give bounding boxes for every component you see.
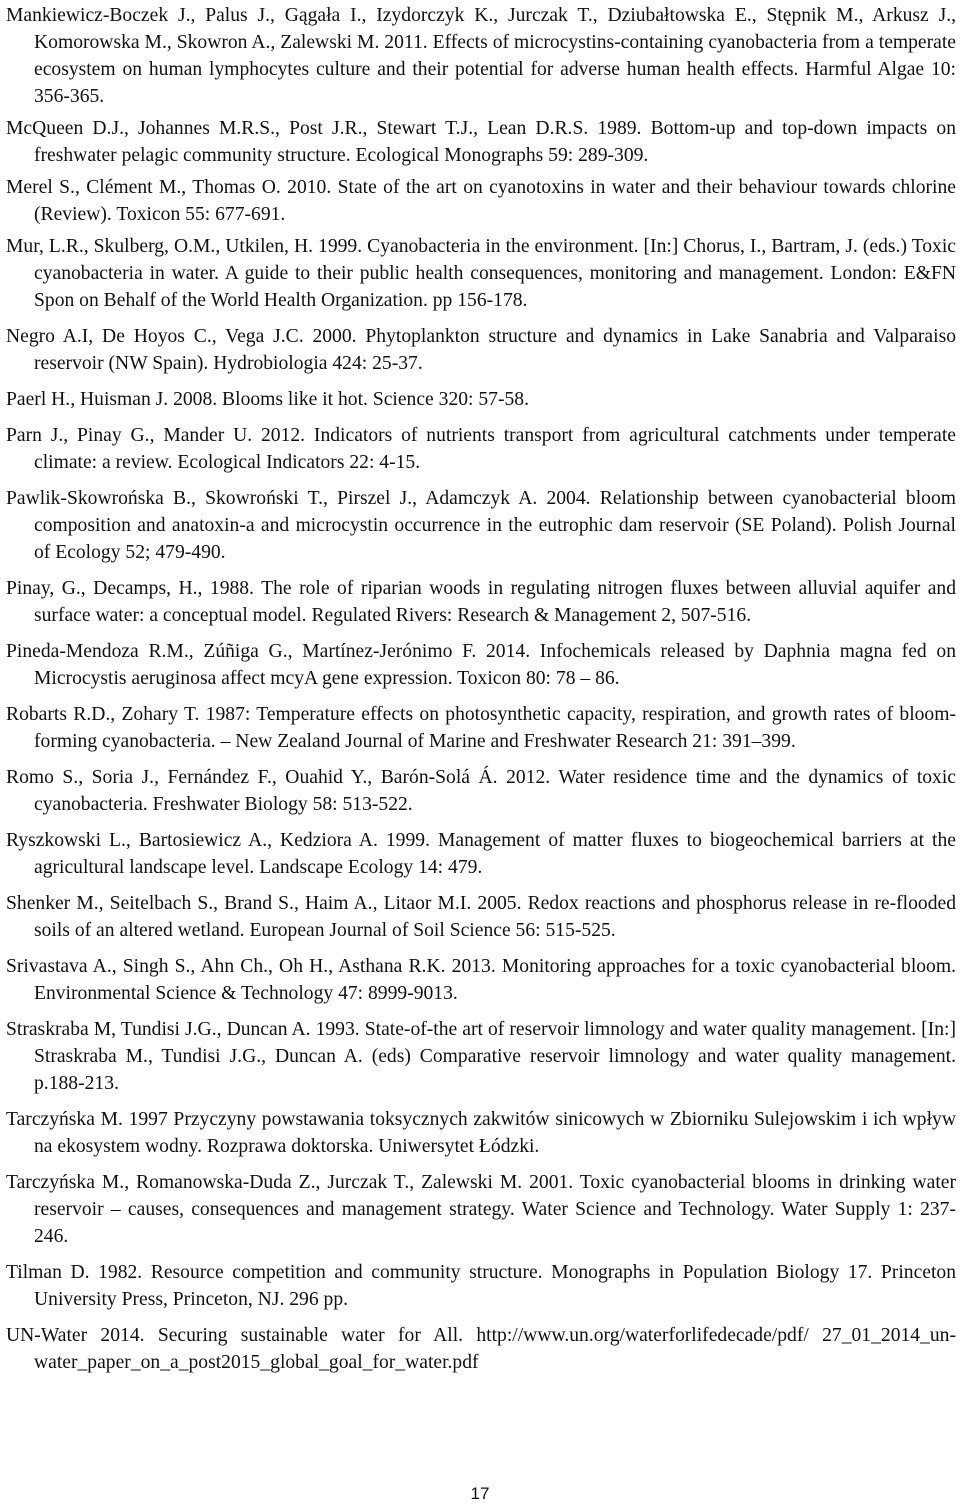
reference-entry: Pinay, G., Decamps, H., 1988. The role of riparian woods in regulating nitrogen fluxes between alluvial aquifer and surface water: a conceptual model. Regulated Rivers: Research & Management 2, 507-516. bbox=[6, 578, 956, 626]
reference-entry: Pineda-Mendoza R.M., Zúñiga G., Martínez-Jerónimo F. 2014. Infochemicals released by Daphnia magna fed on Microcystis aeruginosa affect mcyA gene expression. Toxicon 80: 78 – 86. bbox=[6, 641, 956, 689]
reference-entry: Negro A.I, De Hoyos C., Vega J.C. 2000. Phytoplankton structure and dynamics in Lake Sanabria and Valparaiso reservoir (NW Spain). Hydrobiologia 424: 25-37. bbox=[6, 326, 956, 374]
reference-entry: Tarczyńska M. 1997 Przyczyny powstawania toksycznych zakwitów sinicowych w Zbiorniku Sulejowskim i ich wpływ na ekosystem wodny. Rozprawa doktorska. Uniwersytet Łódzki. bbox=[6, 1109, 956, 1157]
reference-entry: Mankiewicz-Boczek J., Palus J., Gągała I., Izydorczyk K., Jurczak T., Dziubałtowska E., Stępnik M., Arkusz J., Komorowska M., Skowron A., Zalewski M. 2011. Effects of microcystins-containing cyanobacteria from a temperate ecosystem on human lymphocytes culture and their potential for adverse human health effects. Harmful Algae 10: 356-365. bbox=[6, 5, 956, 107]
page-number: 17 bbox=[470, 1484, 490, 1503]
reference-entry: Tarczyńska M., Romanowska-Duda Z., Jurczak T., Zalewski M. 2001. Toxic cyanobacterial blooms in drinking water reservoir – causes, consequences and management strategy. Water Science and Technology. Water Supply 1: 237-246. bbox=[6, 1172, 956, 1247]
reference-entry: Srivastava A., Singh S., Ahn Ch., Oh H., Asthana R.K. 2013. Monitoring approaches for a toxic cyanobacterial bloom. Environmental Science & Technology 47: 8999-9013. bbox=[6, 956, 956, 1004]
reference-entry: Shenker M., Seitelbach S., Brand S., Haim A., Litaor M.I. 2005. Redox reactions and phosphorus release in re-flooded soils of an altered wetland. European Journal of Soil Science 56: 515-525. bbox=[6, 893, 956, 941]
reference-entry: Robarts R.D., Zohary T. 1987: Temperature effects on photosynthetic capacity, respiration, and growth rates of bloom- forming cyanobacteria. – New Zealand Journal of Marine and Freshwater Research 21: 391–399. bbox=[6, 704, 956, 752]
reference-entry: UN-Water 2014. Securing sustainable water for All. http://www.un.org/waterforlifedecade/pdf/ 27_01_2014_un-water_paper_on_a_post2015_global_goal_for_water.pdf bbox=[6, 1325, 956, 1373]
reference-entry: Parn J., Pinay G., Mander U. 2012. Indicators of nutrients transport from agricultural catchments under temperate climate: a review. Ecological Indicators 22: 4-15. bbox=[6, 425, 956, 473]
reference-entry: Pawlik-Skowrońska B., Skowroński T., Pirszel J., Adamczyk A. 2004. Relationship between cyanobacterial bloom composition and anatoxin-a and microcystin occurrence in the eutrophic dam reservoir (SE Poland). Polish Journal of Ecology 52; 479-490. bbox=[6, 488, 956, 563]
reference-entry: Romo S., Soria J., Fernández F., Ouahid Y., Barón-Solá Á. 2012. Water residence time and the dynamics of toxic cyanobacteria. Freshwater Biology 58: 513-522. bbox=[6, 767, 956, 815]
reference-entry: Mur, L.R., Skulberg, O.M., Utkilen, H. 1999. Cyanobacteria in the environment. [In:] Chorus, I., Bartram, J. (eds.) Toxic cyanobacteria in water. A guide to their public health consequences, monitoring and management. London: E&FN Spon on Behalf of the World Health Organization. pp 156-178. bbox=[6, 236, 956, 311]
reference-entry: Tilman D. 1982. Resource competition and community structure. Monographs in Population Biology 17. Princeton University Press, Princeton, NJ. 296 pp. bbox=[6, 1262, 956, 1310]
reference-entry: McQueen D.J., Johannes M.R.S., Post J.R., Stewart T.J., Lean D.R.S. 1989. Bottom-up and top-down impacts on freshwater pelagic community structure. Ecological Monographs 59: 289-309. bbox=[6, 118, 956, 166]
reference-entry: Ryszkowski L., Bartosiewicz A., Kedziora A. 1999. Management of matter fluxes to biogeochemical barriers at the agricultural landscape level. Landscape Ecology 14: 479. bbox=[6, 830, 956, 878]
reference-entry: Merel S., Clément M., Thomas O. 2010. State of the art on cyanotoxins in water and their behaviour towards chlorine (Review). Toxicon 55: 677-691. bbox=[6, 177, 956, 225]
reference-entry: Paerl H., Huisman J. 2008. Blooms like it hot. Science 320: 57-58. bbox=[6, 389, 529, 410]
reference-entry: Straskraba M, Tundisi J.G., Duncan A. 1993. State-of-the art of reservoir limnology and water quality management. [In:] Straskraba M., Tundisi J.G., Duncan A. (eds) Comparative reservoir limnology and water quality management. p.188-213. bbox=[6, 1019, 956, 1094]
reference-list bbox=[6, 2, 956, 1376]
